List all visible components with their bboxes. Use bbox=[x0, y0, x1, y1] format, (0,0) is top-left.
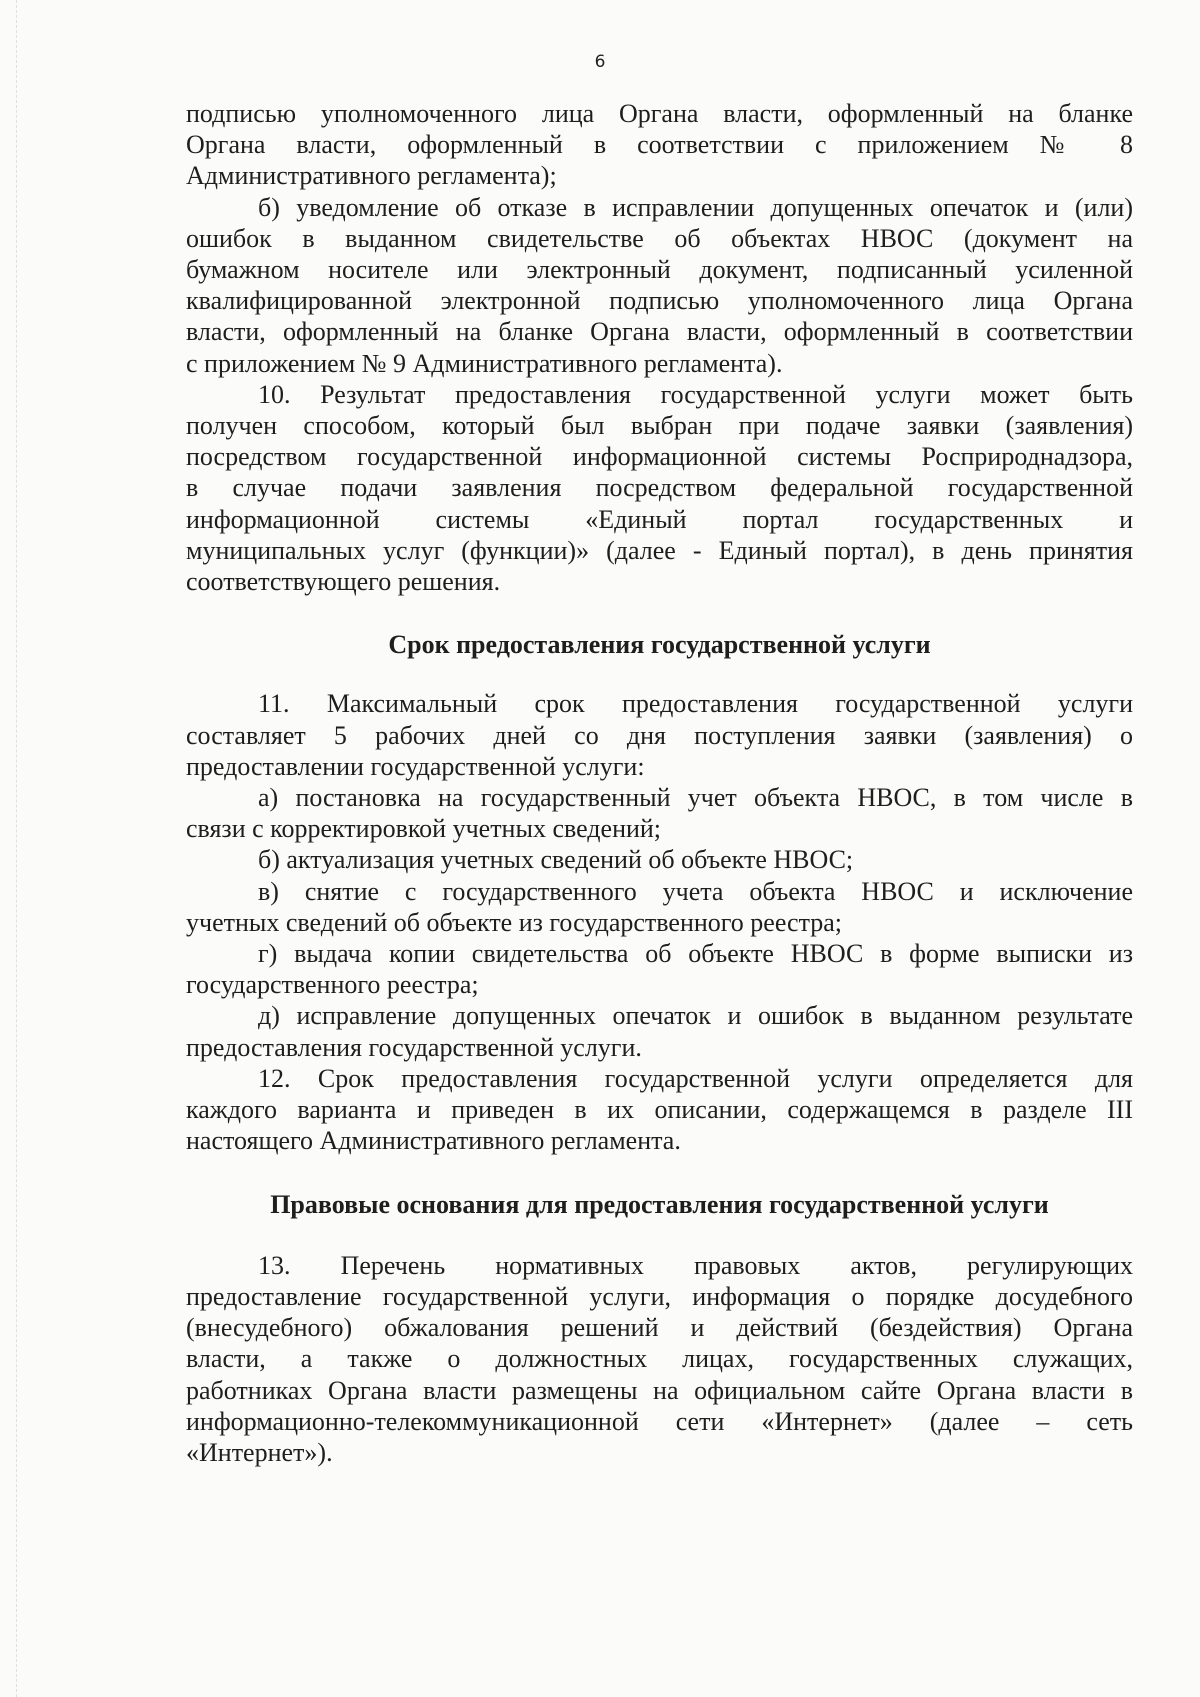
text-line: муниципальных услуг (функции)» (далее - Единый портал), в день принятия bbox=[186, 535, 1133, 565]
text-line: власти, а также о должностных лицах, государственных служащих, bbox=[186, 1344, 1133, 1374]
text-line: власти, оформленный на бланке Органа власти, оформленный в соответствии bbox=[186, 317, 1133, 347]
text-line: Органа власти, оформленный в соответствии с приложением № 8 bbox=[186, 130, 1133, 160]
text-line: каждого варианта и приведен в их описании, содержащемся в разделе III bbox=[186, 1095, 1133, 1125]
paragraph-10 bbox=[186, 379, 1133, 597]
section-heading-legal-basis: Правовые основания для предоставления государственной услуги bbox=[270, 1189, 1049, 1219]
text-line: в) снятие с государственного учета объекта НВОС и исключение bbox=[258, 876, 1133, 906]
text-line: информационной системы «Единый портал государственных и bbox=[186, 504, 1133, 534]
text-line: предоставления государственной услуги. bbox=[186, 1032, 642, 1062]
text-line: а) постановка на государственный учет объекта НВОС, в том числе в bbox=[258, 783, 1133, 813]
text-line: (внесудебного) обжалования решений и действий (бездействия) Органа bbox=[186, 1313, 1133, 1343]
document-body bbox=[186, 98, 1133, 1468]
text-line: 10. Результат предоставления государственной услуги может быть bbox=[258, 379, 1133, 409]
text-line: б) уведомление об отказе в исправлении допущенных опечаток и (или) bbox=[258, 192, 1133, 222]
section-heading-service-term: Срок предоставления государственной услуги bbox=[388, 630, 931, 660]
text-line: связи с корректировкой учетных сведений; bbox=[186, 814, 662, 844]
text-line: д) исправление допущенных опечаток и ошибок в выданном результате bbox=[258, 1001, 1133, 1031]
text-line: г) выдача копии свидетельства об объекте НВОС в форме выписки из bbox=[258, 939, 1133, 969]
text-line: государственного реестра; bbox=[186, 970, 479, 1000]
text-line: бумажном носителе или электронный документ, подписанный усиленной bbox=[186, 255, 1133, 285]
list-item-g bbox=[186, 938, 1133, 1000]
text-line: с приложением № 9 Административного регламента). bbox=[186, 348, 783, 378]
paragraph-item-b-notice bbox=[186, 192, 1133, 379]
list-item-v bbox=[186, 876, 1133, 938]
text-line: информационно-телекоммуникационной сети «Интернет» (далее – сеть bbox=[186, 1406, 1133, 1436]
text-line: настоящего Административного регламента. bbox=[186, 1126, 681, 1156]
list-item-d bbox=[186, 1000, 1133, 1062]
text-line: 11. Максимальный срок предоставления государственной услуги bbox=[258, 689, 1133, 719]
text-line: квалифицированной электронной подписью уполномоченного лица Органа bbox=[186, 286, 1133, 316]
text-line: составляет 5 рабочих дней со дня поступления заявки (заявления) о bbox=[186, 720, 1133, 750]
text-line: предоставлении государственной услуги: bbox=[186, 751, 645, 781]
text-line: посредством государственной информационной системы Росприроднадзора, bbox=[186, 442, 1133, 472]
text-line: ошибок в выданном свидетельстве об объектах НВОС (документ на bbox=[186, 223, 1133, 253]
text-line: 13. Перечень нормативных правовых актов, регулирующих bbox=[258, 1250, 1133, 1280]
paragraph-13 bbox=[186, 1250, 1133, 1468]
text-line: Административного регламента); bbox=[186, 161, 557, 191]
page-number: 6 bbox=[594, 52, 606, 72]
text-line: б) актуализация учетных сведений об объекте НВОС; bbox=[258, 845, 854, 875]
paragraph-12 bbox=[186, 1063, 1133, 1157]
text-line: 12. Срок предоставления государственной услуги определяется для bbox=[258, 1063, 1133, 1093]
paragraph-11 bbox=[186, 688, 1133, 782]
text-line: получен способом, который был выбран при подаче заявки (заявления) bbox=[186, 411, 1133, 441]
text-line: соответствующего решения. bbox=[186, 567, 501, 597]
text-line: в случае подачи заявления посредством федеральной государственной bbox=[186, 473, 1133, 503]
scan-edge-mark bbox=[16, 0, 19, 1697]
text-line: предоставление государственной услуги, информация о порядке досудебного bbox=[186, 1281, 1133, 1311]
text-line: учетных сведений об объекте из государственного реестра; bbox=[186, 907, 843, 937]
list-item-b bbox=[186, 844, 1133, 875]
text-line: подписью уполномоченного лица Органа власти, оформленный на бланке bbox=[186, 99, 1133, 128]
text-line: «Интернет»). bbox=[186, 1437, 333, 1467]
text-line: работниках Органа власти размещены на официальном сайте Органа власти в bbox=[186, 1375, 1133, 1405]
paragraph-continuation bbox=[186, 98, 1133, 192]
list-item-a bbox=[186, 782, 1133, 844]
